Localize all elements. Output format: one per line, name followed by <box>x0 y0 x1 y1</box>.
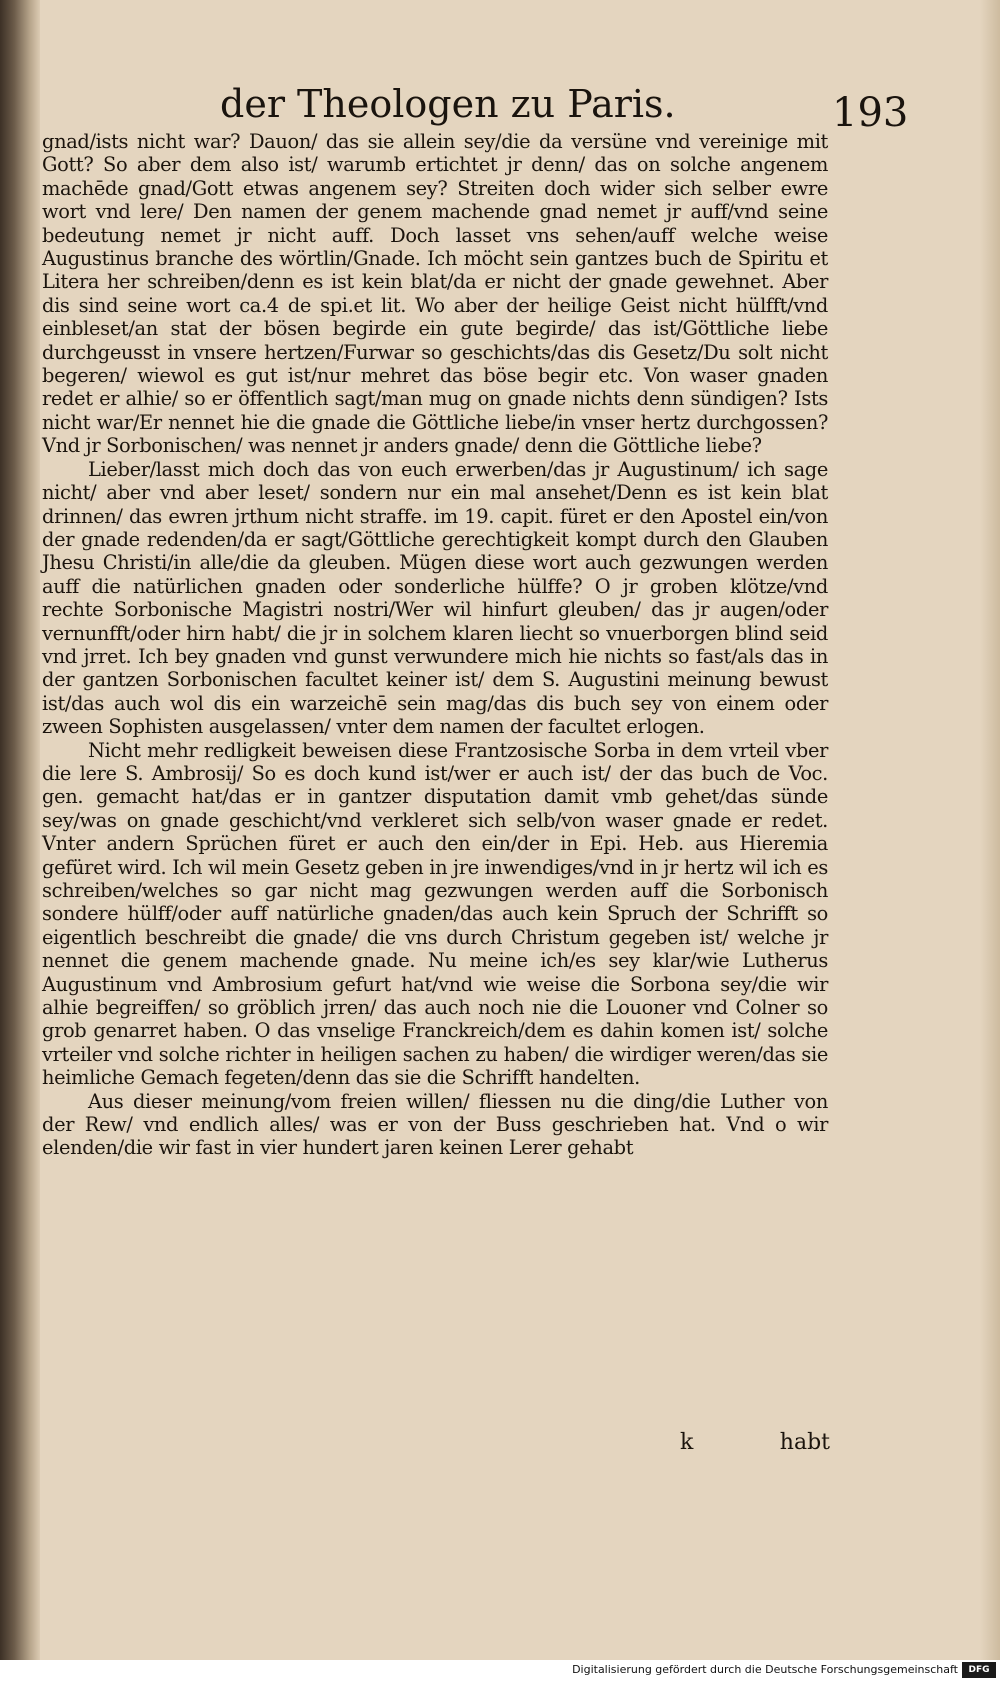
paragraph-1: gnad/ists nicht war? Dauon/ das sie allein sey/die da versüne vnd vereinige mit Gott? So aber dem also ist/ warumb ertichtet jr denn/ das on solche angenem machēde gnad/Gott etwas angenem sey? Streiten doch wider sich selber ewre wort vnd lere/ Den namen der genem machende gnad nemet jr auff/vnd seine bedeutung nemet jr nicht auff. Doch lasset vns sehen/auff welche weise Augustinus branche des wörtlin/Gnade. Ich möcht sein gantzes buch de Spiritu et Litera her schreiben/denn es ist kein blat/da er nicht der gnade gewehnet. Aber dis sind seine wort ca.4 de spi.et lit. Wo aber der heilige Geist nicht hülfft/vnd einbleset/an stat der bösen begirde ein gute begirde/ das ist/Göttliche liebe durchgeusst in vnsere hertzen/Furwar so geschichts/das dis Gesetz/Du solt nicht begeren/ wiewol es gut ist/nur mehret das böse begir etc. Von waser gnaden redet er alhie/ so er öffentlich sagt/man mug on gnade nichts denn sündigen? Ists nicht war/Er nennet hie die gnade die Göttliche liebe/in vnser hertz durchgossen? Vnd jr Sorbonischen/ was nennet jr anders gnade/ denn die Göttliche liebe? <box>42 130 828 458</box>
signature-mark: k <box>680 1430 694 1455</box>
digitization-footer <box>0 1660 1000 1682</box>
book-gutter-shadow <box>0 0 40 1660</box>
body-text <box>42 130 828 1160</box>
dfg-logo: DFG <box>962 1662 996 1678</box>
page-foot-marks <box>680 1430 830 1455</box>
catchword: habt <box>779 1430 830 1455</box>
page-edge <box>980 0 1000 1660</box>
paragraph-4: Aus dieser meinung/vom freien willen/ fliessen nu die ding/die Luther von der Rew/ vnd endlich alles/ was er von der Buss geschrieben hat. Vnd o wir elenden/die wir fast in vier hundert jaren keinen Lerer gehabt <box>42 1089 828 1160</box>
page-number: 193 <box>832 90 909 136</box>
paragraph-2: Lieber/lasst mich doch das von euch erwerben/das jr Augustinum/ ich sage nicht/ aber vnd aber leset/ sondern nur ein mal ansehet/Denn es ist kein blat drinnen/ das ewren jrthum nicht straffe. im 19. capit. füret er den Apostel ein/von der gnade redenden/da er sagt/Göttliche gerechtigkeit kompt durch den Glauben Jhesu Christi/in alle/die da gleuben. Mügen diese wort auch gezwungen werden auff die natürlichen gnaden oder sonderliche hülffe? O jr groben klötze/vnd rechte Sorbonische Magistri nostri/Wer wil hinfurt gleuben/ das jr augen/oder vernunfft/oder hirn habt/ die jr in solchem klaren liecht so vnuerborgen blind seid vnd jrret. Ich bey gnaden vnd gunst verwundere mich hie nichts so fast/als das in der gantzen Sorbonischen facultet keiner ist/ dem S. Augustini meinung bewust ist/das auch wol dis ein warzeichē sein mag/das dis buch sey von einem oder zween Sophisten ausgelassen/ vnter dem namen der facultet erlogen. <box>42 457 828 739</box>
paragraph-3: Nicht mehr redligkeit beweisen diese Frantzosische Sorba in dem vrteil vber die lere S. Ambrosij/ So es doch kund ist/wer er auch ist/ der das buch de Voc. gen. gemacht hat/das er in gantzer disputation damit vmb gehet/das sünde sey/was on gnade geschicht/vnd verkleret sich selb/von waser gnade er redet. Vnter andern Sprüchen füret er auch den ein/der in Epi. Heb. aus Hieremia gefüret wird. Ich wil mein Gesetz geben in jre inwendiges/vnd in jr hertz wil ich es schreiben/welches so gar nicht mag gezwungen werden auff die Sorbonisch sondere hülff/oder auff natürliche gnaden/das auch kein Spruch der Schrifft so eigentlich beschreibt die gnade/ die vns durch Christum gegeben ist/ welche jr nennet die genem machende gnade. Nu meine ich/es sey klar/wie Lutherus Augustinum vnd Ambrosium gefurt hat/vnd wie weise die Sorbona sey/die wir alhie begreiffen/ so gröblich jrren/ das auch noch nie die Louoner vnd Colner so grob genarret haben. O das vnselige Franckreich/dem es dahin komen ist/ solche vrteiler vnd solche richter in heiligen sachen zu haben/ die wirdiger weren/das sie heimliche Gemach fegeten/denn das sie die Schrifft handelten. <box>42 738 828 1090</box>
footer-credit: Digitalisierung gefördert durch die Deutsche Forschungsgemeinschaft <box>572 1663 958 1676</box>
running-head: der Theologen zu Paris. <box>220 82 676 126</box>
